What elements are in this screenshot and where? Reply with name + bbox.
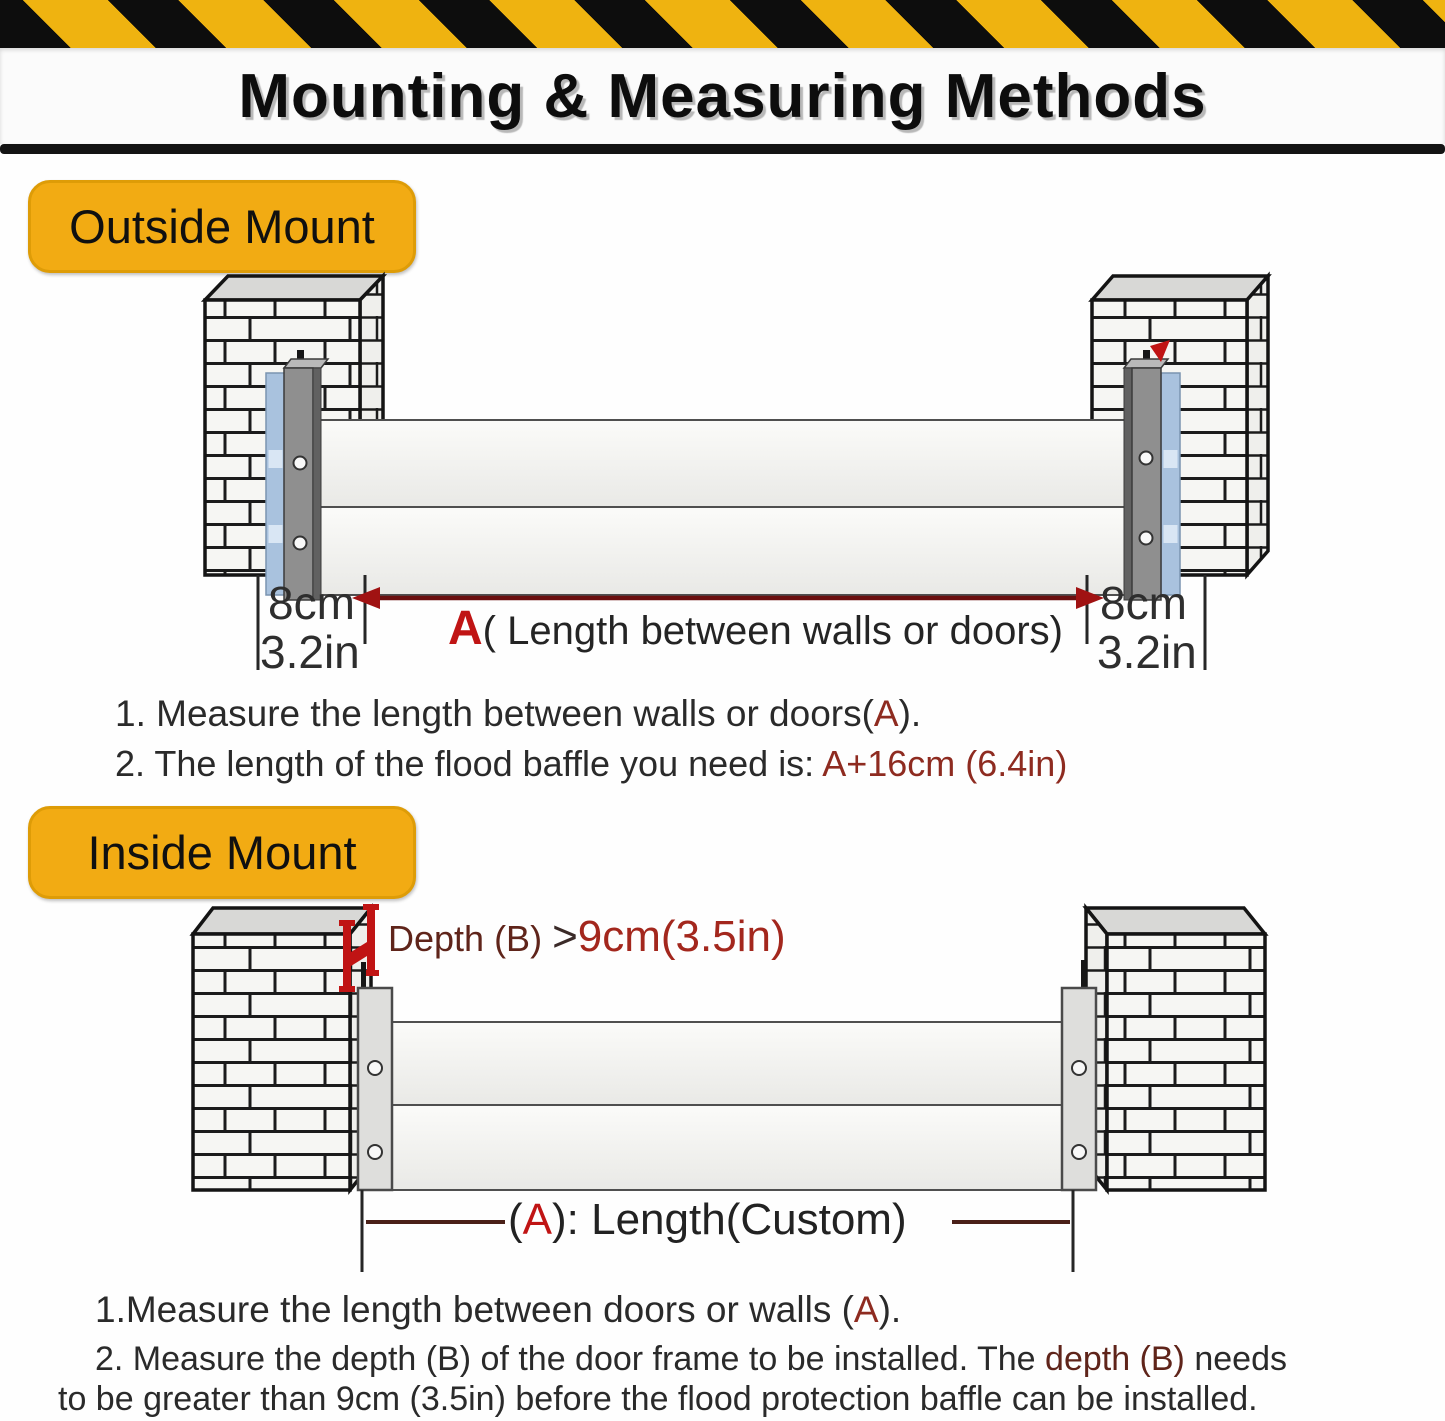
flood-barrier-panel (392, 1022, 1062, 1190)
right-brick-pillar (1086, 908, 1265, 1190)
depth-requirement-label (388, 914, 786, 960)
outside-step-2-text: 2. The length of the flood baffle you need is: (115, 743, 823, 784)
inside-step-1 (95, 1290, 901, 1331)
depth-value: 9cm(3.5in) (577, 912, 786, 961)
inside-mount-badge (28, 806, 416, 899)
left-seal-strip (266, 373, 285, 595)
span-length-text: ( Length between walls or doors) (482, 609, 1063, 653)
inside-step-1-text: 1.Measure the length between doors or walls ( (95, 1289, 854, 1330)
left-offset-in-label: 3.2in (260, 626, 360, 678)
length-label-post: ): Length(Custom) (552, 1195, 907, 1244)
flood-barrier-panel (320, 420, 1130, 595)
inside-step-1-post: ). (878, 1289, 902, 1330)
inside-step-1-em: A (853, 1289, 879, 1330)
inside-step-2-line-2: to be greater than 9cm (3.5in) before the flood protection baffle can be installed. (58, 1380, 1258, 1418)
header-divider (0, 144, 1445, 154)
right-mounting-plate (1062, 960, 1096, 1190)
depth-label: Depth (B) (388, 918, 553, 959)
inside-step-2-em: depth (B) (1045, 1340, 1185, 1378)
span-length-label (448, 604, 1063, 654)
hazard-stripe-band (0, 0, 1445, 48)
span-length-a: A (448, 602, 483, 655)
greater-than-sign: > (552, 912, 578, 961)
right-offset-cm-label: 8cm (1100, 577, 1187, 629)
right-seal-strip (1161, 373, 1180, 595)
outside-mount-badge (28, 180, 416, 273)
right-offset-in-label: 3.2in (1097, 626, 1197, 678)
outside-step-1-text: 1. Measure the length between walls or doors( (115, 693, 874, 734)
outside-mount-badge-label: Outside Mount (69, 200, 375, 253)
outside-step-1-em: A (873, 693, 899, 734)
left-offset-cm-label: 8cm (268, 577, 355, 629)
outside-step-1 (115, 694, 921, 735)
length-label-a: A (522, 1195, 553, 1244)
outside-step-2 (115, 744, 1067, 784)
outside-step-2-em: A+16cm (6.4in) (822, 743, 1068, 784)
outside-step-1-post: ). (898, 693, 922, 734)
custom-length-label (508, 1197, 907, 1243)
inside-step-2-line-1 (95, 1341, 1287, 1378)
inside-step-2-post: needs (1184, 1340, 1287, 1378)
title-bar (0, 48, 1445, 144)
left-mounting-plate (358, 962, 392, 1190)
inside-step-2-text: 2. Measure the depth (B) of the door frame to be installed. The (95, 1340, 1046, 1378)
left-mounting-channel (284, 350, 328, 600)
inside-mount-badge-label: Inside Mount (87, 826, 357, 879)
page-title: Mounting & Measuring Methods (238, 61, 1207, 131)
length-label-pre: ( (508, 1195, 523, 1244)
